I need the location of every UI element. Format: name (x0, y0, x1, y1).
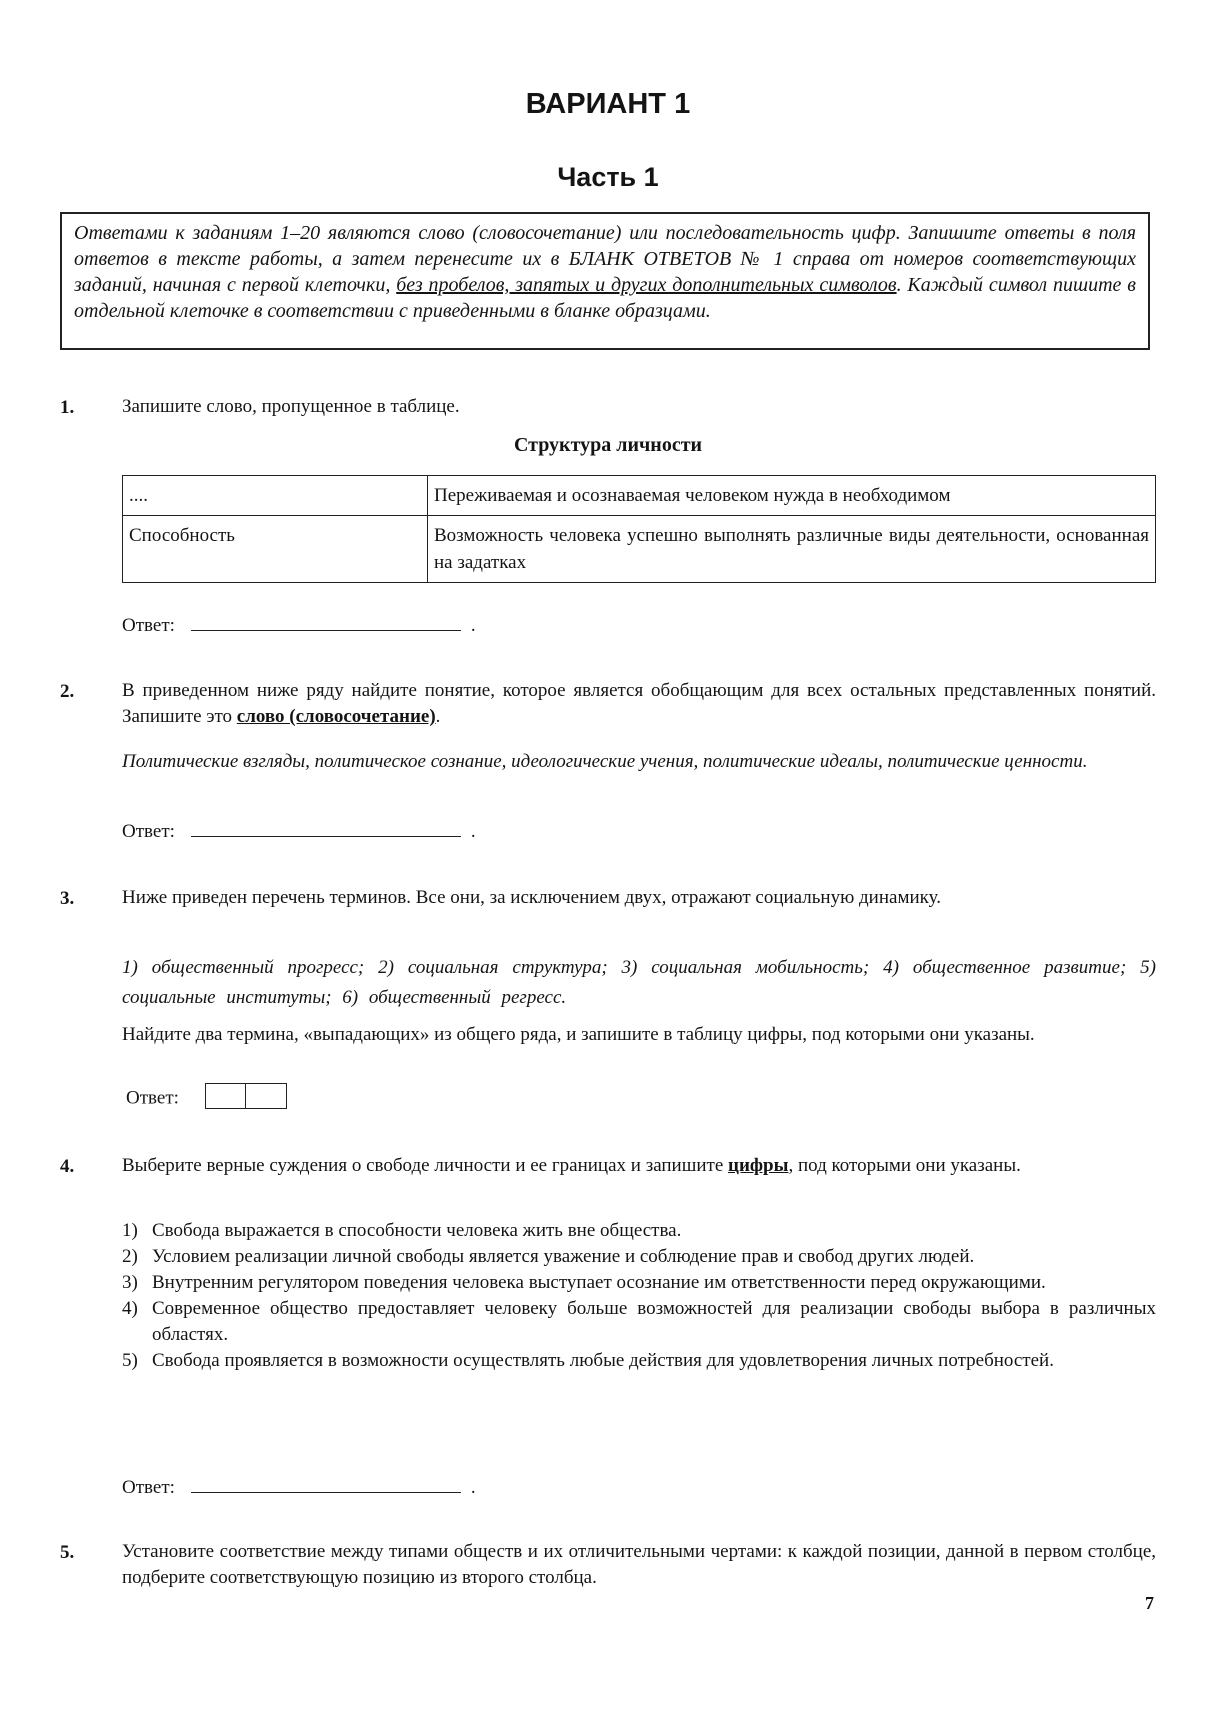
list-item (122, 1348, 1156, 1374)
list-item (122, 1296, 1156, 1348)
answer-label: Ответ: (122, 821, 175, 842)
task-1-number: 1. (60, 397, 75, 418)
task-2-prompt-end: . (435, 706, 441, 727)
task-5-prompt: Установите соответствие между типами обществ и их отличительными чертами: к каждой позиции, данной в первом столбце, подберите соответствующую позицию из второго столбца. (122, 1541, 1156, 1588)
task-4-prompt-end: , под которыми они указаны. (788, 1155, 1021, 1176)
task-2-prompt (122, 678, 1156, 730)
option-number: 2) (122, 1246, 138, 1267)
list-item (122, 1244, 1156, 1270)
option-text: Современное общество предоставляет человеку больше возможностей для реализации свободы выбора в различных областях. (152, 1298, 1156, 1345)
task-3-prompt: Ниже приведен перечень терминов. Все они, за исключением двух, отражают социальную динамику. (122, 887, 941, 908)
option-number: 5) (122, 1350, 138, 1371)
task-4-options (122, 1218, 1156, 1374)
task-3-answer (126, 1083, 287, 1115)
answer-label: Ответ: (122, 615, 175, 636)
table-cell-definition: Возможность человека успешно выполнять различные виды деятельности, основанная на задатках (428, 516, 1156, 583)
answer-input-line[interactable] (191, 818, 461, 837)
answer-boxes (205, 1083, 287, 1115)
list-item (122, 1270, 1156, 1296)
part-heading: Часть 1 (557, 162, 659, 192)
task-2-number: 2. (60, 681, 75, 702)
task-4-answer (122, 1474, 476, 1499)
task-1-table-caption: Структура личности (513, 434, 703, 456)
task-4-prompt-bold: цифры (728, 1155, 789, 1176)
answer-input-line[interactable] (191, 1474, 461, 1493)
answer-dot: . (470, 821, 476, 842)
instruction-box (60, 212, 1150, 350)
option-text: Свобода проявляется в возможности осуществлять любые действия для удовлетворения личных потребностей. (152, 1350, 1054, 1371)
answer-box[interactable] (205, 1083, 246, 1109)
task-3-terms: 1) общественный прогресс; 2) социальная структура; 3) социальная мобильность; 4) общественное развитие; 5) социальные институты; 6) общественный регресс. (122, 957, 1156, 1008)
answer-dot: . (470, 1477, 476, 1498)
task-4-number: 4. (60, 1156, 75, 1177)
answer-label: Ответ: (126, 1087, 179, 1109)
option-number: 3) (122, 1272, 138, 1293)
variant-heading: ВАРИАНТ 1 (525, 88, 691, 120)
instruction-text-2: . Каждый символ пишите в отдельной клеточке в соответствии с приведенными в бланке образцами. (74, 274, 1136, 322)
table-cell-term: .... (123, 476, 428, 516)
instruction-underlined: без пробелов, запятых и других дополнительных символов (396, 274, 897, 296)
task-2-series: Политические взгляды, политическое сознание, идеологические учения, политические идеалы, политические ценности. (122, 751, 1088, 772)
option-number: 4) (122, 1298, 138, 1319)
task-1-answer (122, 612, 476, 637)
option-text: Условием реализации личной свободы является уважение и соблюдение прав и свобод других людей. (152, 1246, 975, 1267)
answer-label: Ответ: (122, 1477, 175, 1498)
task-3-instruction: Найдите два термина, «выпадающих» из общего ряда, и запишите в таблицу цифры, под которыми они указаны. (122, 1024, 1035, 1045)
table-cell-definition: Переживаемая и осознаваемая человеком нужда в необходимом (428, 476, 1156, 516)
answer-box[interactable] (246, 1083, 287, 1109)
task-4-prompt-text: Выберите верные суждения о свободе личности и ее границах и запишите (122, 1155, 729, 1176)
option-text: Внутренним регулятором поведения человека выступает осознание им ответственности перед окружающими. (152, 1272, 1046, 1293)
option-text: Свобода выражается в способности человека жить вне общества. (152, 1220, 682, 1241)
answer-dot: . (470, 615, 476, 636)
table-row (123, 476, 1156, 516)
table-cell-term: Способность (123, 516, 428, 583)
page-number: 7 (1145, 1593, 1154, 1613)
task-2-answer (122, 818, 476, 843)
option-number: 1) (122, 1220, 138, 1241)
task-1-table (122, 475, 1156, 583)
task-4-prompt (122, 1153, 1156, 1179)
instruction-text-1: Ответами к заданиям 1–20 являются слово (словосочетание) или последовательность цифр. Запишите ответы в поля ответов в тексте работы, а затем перенесите их в БЛАНК ОТВЕТОВ № 1 справа от номеров соответствующих заданий, начиная с первой клеточки, (74, 222, 1136, 296)
task-2-prompt-bold: слово (словосочетание) (236, 706, 436, 727)
task-5-number: 5. (60, 1542, 75, 1563)
task-1-prompt: Запишите слово, пропущенное в таблице. (122, 396, 460, 417)
task-2-prompt-text: В приведенном ниже ряду найдите понятие, которое является обобщающим для всех остальных представленных понятий. Запишите это (122, 680, 1156, 727)
answer-input-line[interactable] (191, 612, 461, 631)
task-3-number: 3. (60, 888, 75, 909)
list-item (122, 1218, 1156, 1244)
table-row (123, 516, 1156, 583)
